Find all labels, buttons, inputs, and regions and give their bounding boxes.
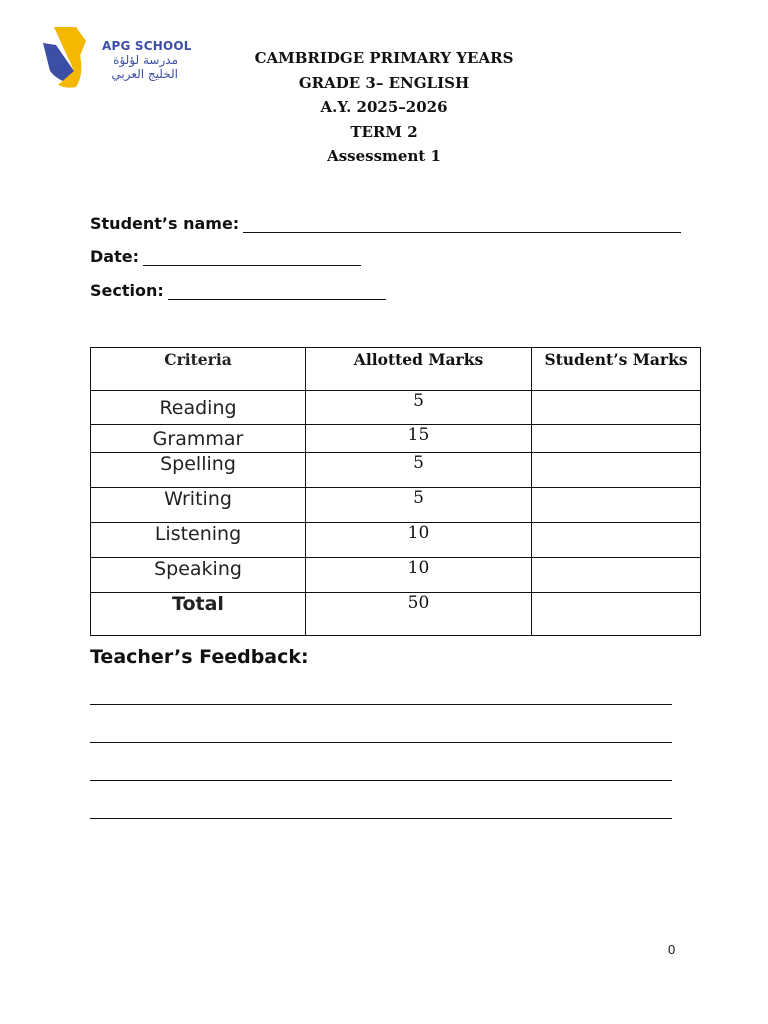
- criteria-cell: Grammar: [91, 425, 306, 453]
- student-marks-cell[interactable]: [532, 391, 701, 425]
- criteria-cell: Listening: [91, 523, 306, 558]
- marks-table: [90, 347, 701, 636]
- allotted-marks-cell: 15: [306, 425, 532, 453]
- criteria-cell: Reading: [91, 391, 306, 425]
- table-row: [91, 558, 701, 593]
- allotted-marks-cell: 5: [306, 453, 532, 488]
- feedback-line[interactable]: [90, 818, 672, 819]
- student-name-label: Student’s name:: [90, 214, 240, 233]
- logo-arabic-text: [102, 53, 178, 81]
- allotted-marks-cell: 5: [306, 488, 532, 523]
- table-row: [91, 453, 701, 488]
- table-header-row: [91, 348, 701, 391]
- teachers-feedback-title: Teacher’s Feedback:: [90, 646, 309, 668]
- header-program: CAMBRIDGE PRIMARY YEARS: [254, 49, 514, 67]
- header-term: TERM 2: [350, 122, 418, 141]
- student-marks-cell[interactable]: [532, 453, 701, 488]
- allotted-marks-cell: 10: [306, 523, 532, 558]
- date-blank[interactable]: [143, 251, 361, 266]
- header-students-marks: Student’s Marks: [532, 348, 701, 391]
- header-allotted-marks: Allotted Marks: [306, 348, 532, 391]
- section-field: [90, 281, 386, 300]
- date-label: Date:: [90, 247, 139, 266]
- student-marks-cell[interactable]: [532, 558, 701, 593]
- student-marks-cell[interactable]: [532, 488, 701, 523]
- header-grade: GRADE 3– ENGLISH: [298, 73, 470, 92]
- student-name-blank[interactable]: [243, 218, 681, 233]
- logo-mark-icon: [40, 25, 100, 95]
- criteria-cell: Speaking: [91, 558, 306, 593]
- section-label: Section:: [90, 281, 164, 300]
- header-assessment: Assessment 1: [327, 147, 441, 166]
- table-row: [91, 425, 701, 453]
- logo-arabic-line-1: مدرسة لؤلؤة: [113, 53, 178, 67]
- total-student-marks-cell[interactable]: [532, 593, 701, 636]
- feedback-line[interactable]: [90, 704, 672, 705]
- student-marks-cell[interactable]: [532, 523, 701, 558]
- table-row: [91, 523, 701, 558]
- feedback-line[interactable]: [90, 780, 672, 781]
- total-marks-cell: 50: [306, 593, 532, 636]
- header-academic-year: A.Y. 2025–2026: [320, 98, 448, 117]
- table-row: [91, 391, 701, 425]
- allotted-marks-cell: 10: [306, 558, 532, 593]
- page-number: 0: [668, 942, 676, 957]
- section-blank[interactable]: [168, 285, 386, 300]
- criteria-cell: Writing: [91, 488, 306, 523]
- student-marks-cell[interactable]: [532, 425, 701, 453]
- logo-brand-text: APG SCHOOL: [102, 39, 192, 53]
- allotted-marks-cell: 5: [306, 391, 532, 425]
- total-row: [91, 593, 701, 636]
- feedback-line[interactable]: [90, 742, 672, 743]
- school-logo: [40, 25, 190, 95]
- logo-arabic-line-2: الخليج العربي: [111, 67, 178, 81]
- table-row: [91, 488, 701, 523]
- header-criteria: Criteria: [91, 348, 306, 391]
- date-field: [90, 247, 361, 266]
- student-name-field: [90, 214, 681, 233]
- document-header: [184, 46, 584, 169]
- total-label: Total: [91, 593, 306, 636]
- criteria-cell: Spelling: [91, 453, 306, 488]
